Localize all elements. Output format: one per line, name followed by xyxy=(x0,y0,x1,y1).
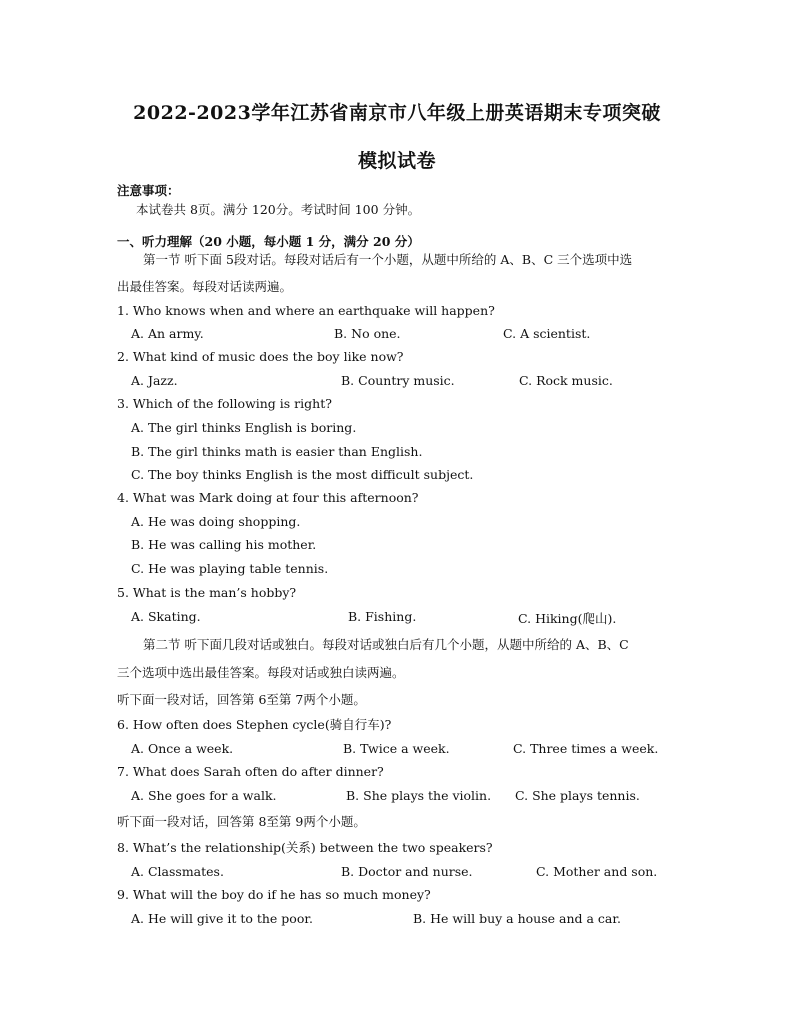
q7-option-c: C. She plays tennis. xyxy=(515,788,640,803)
q4-option-a: A. He was doing shopping. xyxy=(131,514,301,529)
dialog-instruction-8-9: 听下面一段对话，回答第 8至第 9两个小题。 xyxy=(117,814,366,829)
q2-option-c: C. Rock music. xyxy=(519,373,613,388)
q7-option-b: B. She plays the violin. xyxy=(346,788,492,803)
part1-instruction-a: 第一节 听下面 5段对话。每段对话后有一个小题，从题中所给的 A、B、C 三个选项中选 xyxy=(143,252,633,267)
q3-option-b: B. The girl thinks math is easier than English. xyxy=(131,444,423,459)
q3-option-a: A. The girl thinks English is boring. xyxy=(131,420,357,435)
notice-heading: 注意事项： xyxy=(117,183,180,198)
q7-option-a: A. She goes for a walk. xyxy=(131,788,277,803)
question-9: 9. What will the boy do if he has so much money? xyxy=(117,887,431,902)
q8-option-a: A. Classmates. xyxy=(131,864,224,879)
q4-option-b: B. He was calling his mother. xyxy=(131,537,317,552)
question-8: 8. What’s the relationship(关系) between the two speakers? xyxy=(117,840,493,855)
q9-option-a: A. He will give it to the poor. xyxy=(131,911,313,926)
exam-title-line1: 2022-2023学年江苏省南京市八年级上册英语期末专项突破 xyxy=(133,102,661,124)
section1-heading: 一、听力理解（20 小题，每小题 1 分，满分 20 分） xyxy=(117,234,420,249)
q5-option-b: B. Fishing. xyxy=(348,609,417,624)
part2-instruction-b: 三个选项中选出最佳答案。每段对话或独白读两遍。 xyxy=(117,665,405,680)
q1-option-b: B. No one. xyxy=(334,326,401,341)
dialog-instruction-6-7: 听下面一段对话，回答第 6至第 7两个小题。 xyxy=(117,692,366,707)
question-1: 1. Who knows when and where an earthquake will happen? xyxy=(117,303,495,318)
notice-text: 本试卷共 8页。满分 120分。考试时间 100 分钟。 xyxy=(136,202,421,217)
q4-option-c: C. He was playing table tennis. xyxy=(131,561,329,576)
question-7: 7. What does Sarah often do after dinner? xyxy=(117,764,384,779)
q9-option-b: B. He will buy a house and a car. xyxy=(413,911,621,926)
question-5: 5. What is the man’s hobby? xyxy=(117,585,297,600)
q1-option-c: C. A scientist. xyxy=(503,326,591,341)
part2-instruction-a: 第二节 听下面几段对话或独白。每段对话或独白后有几个小题，从题中所给的 A、B、C xyxy=(143,637,629,652)
q8-option-b: B. Doctor and nurse. xyxy=(341,864,473,879)
q1-option-a: A. An army. xyxy=(131,326,204,341)
q6-option-a: A. Once a week. xyxy=(131,741,234,756)
q6-option-b: B. Twice a week. xyxy=(343,741,450,756)
q2-option-a: A. Jazz. xyxy=(131,373,178,388)
q2-option-b: B. Country music. xyxy=(341,373,455,388)
question-2: 2. What kind of music does the boy like now? xyxy=(117,349,404,364)
q5-option-a: A. Skating. xyxy=(131,609,201,624)
q5-option-c: C. Hiking(爬山). xyxy=(518,611,617,626)
question-4: 4. What was Mark doing at four this afternoon? xyxy=(117,490,419,505)
q8-option-c: C. Mother and son. xyxy=(536,864,658,879)
question-6: 6. How often does Stephen cycle(骑自行车)? xyxy=(117,717,392,732)
part1-instruction-b: 出最佳答案。每段对话读两遍。 xyxy=(117,279,293,294)
question-3: 3. Which of the following is right? xyxy=(117,396,332,411)
exam-title-line2: 模拟试卷 xyxy=(357,150,436,172)
q6-option-c: C. Three times a week. xyxy=(513,741,659,756)
q3-option-c: C. The boy thinks English is the most difficult subject. xyxy=(131,467,474,482)
